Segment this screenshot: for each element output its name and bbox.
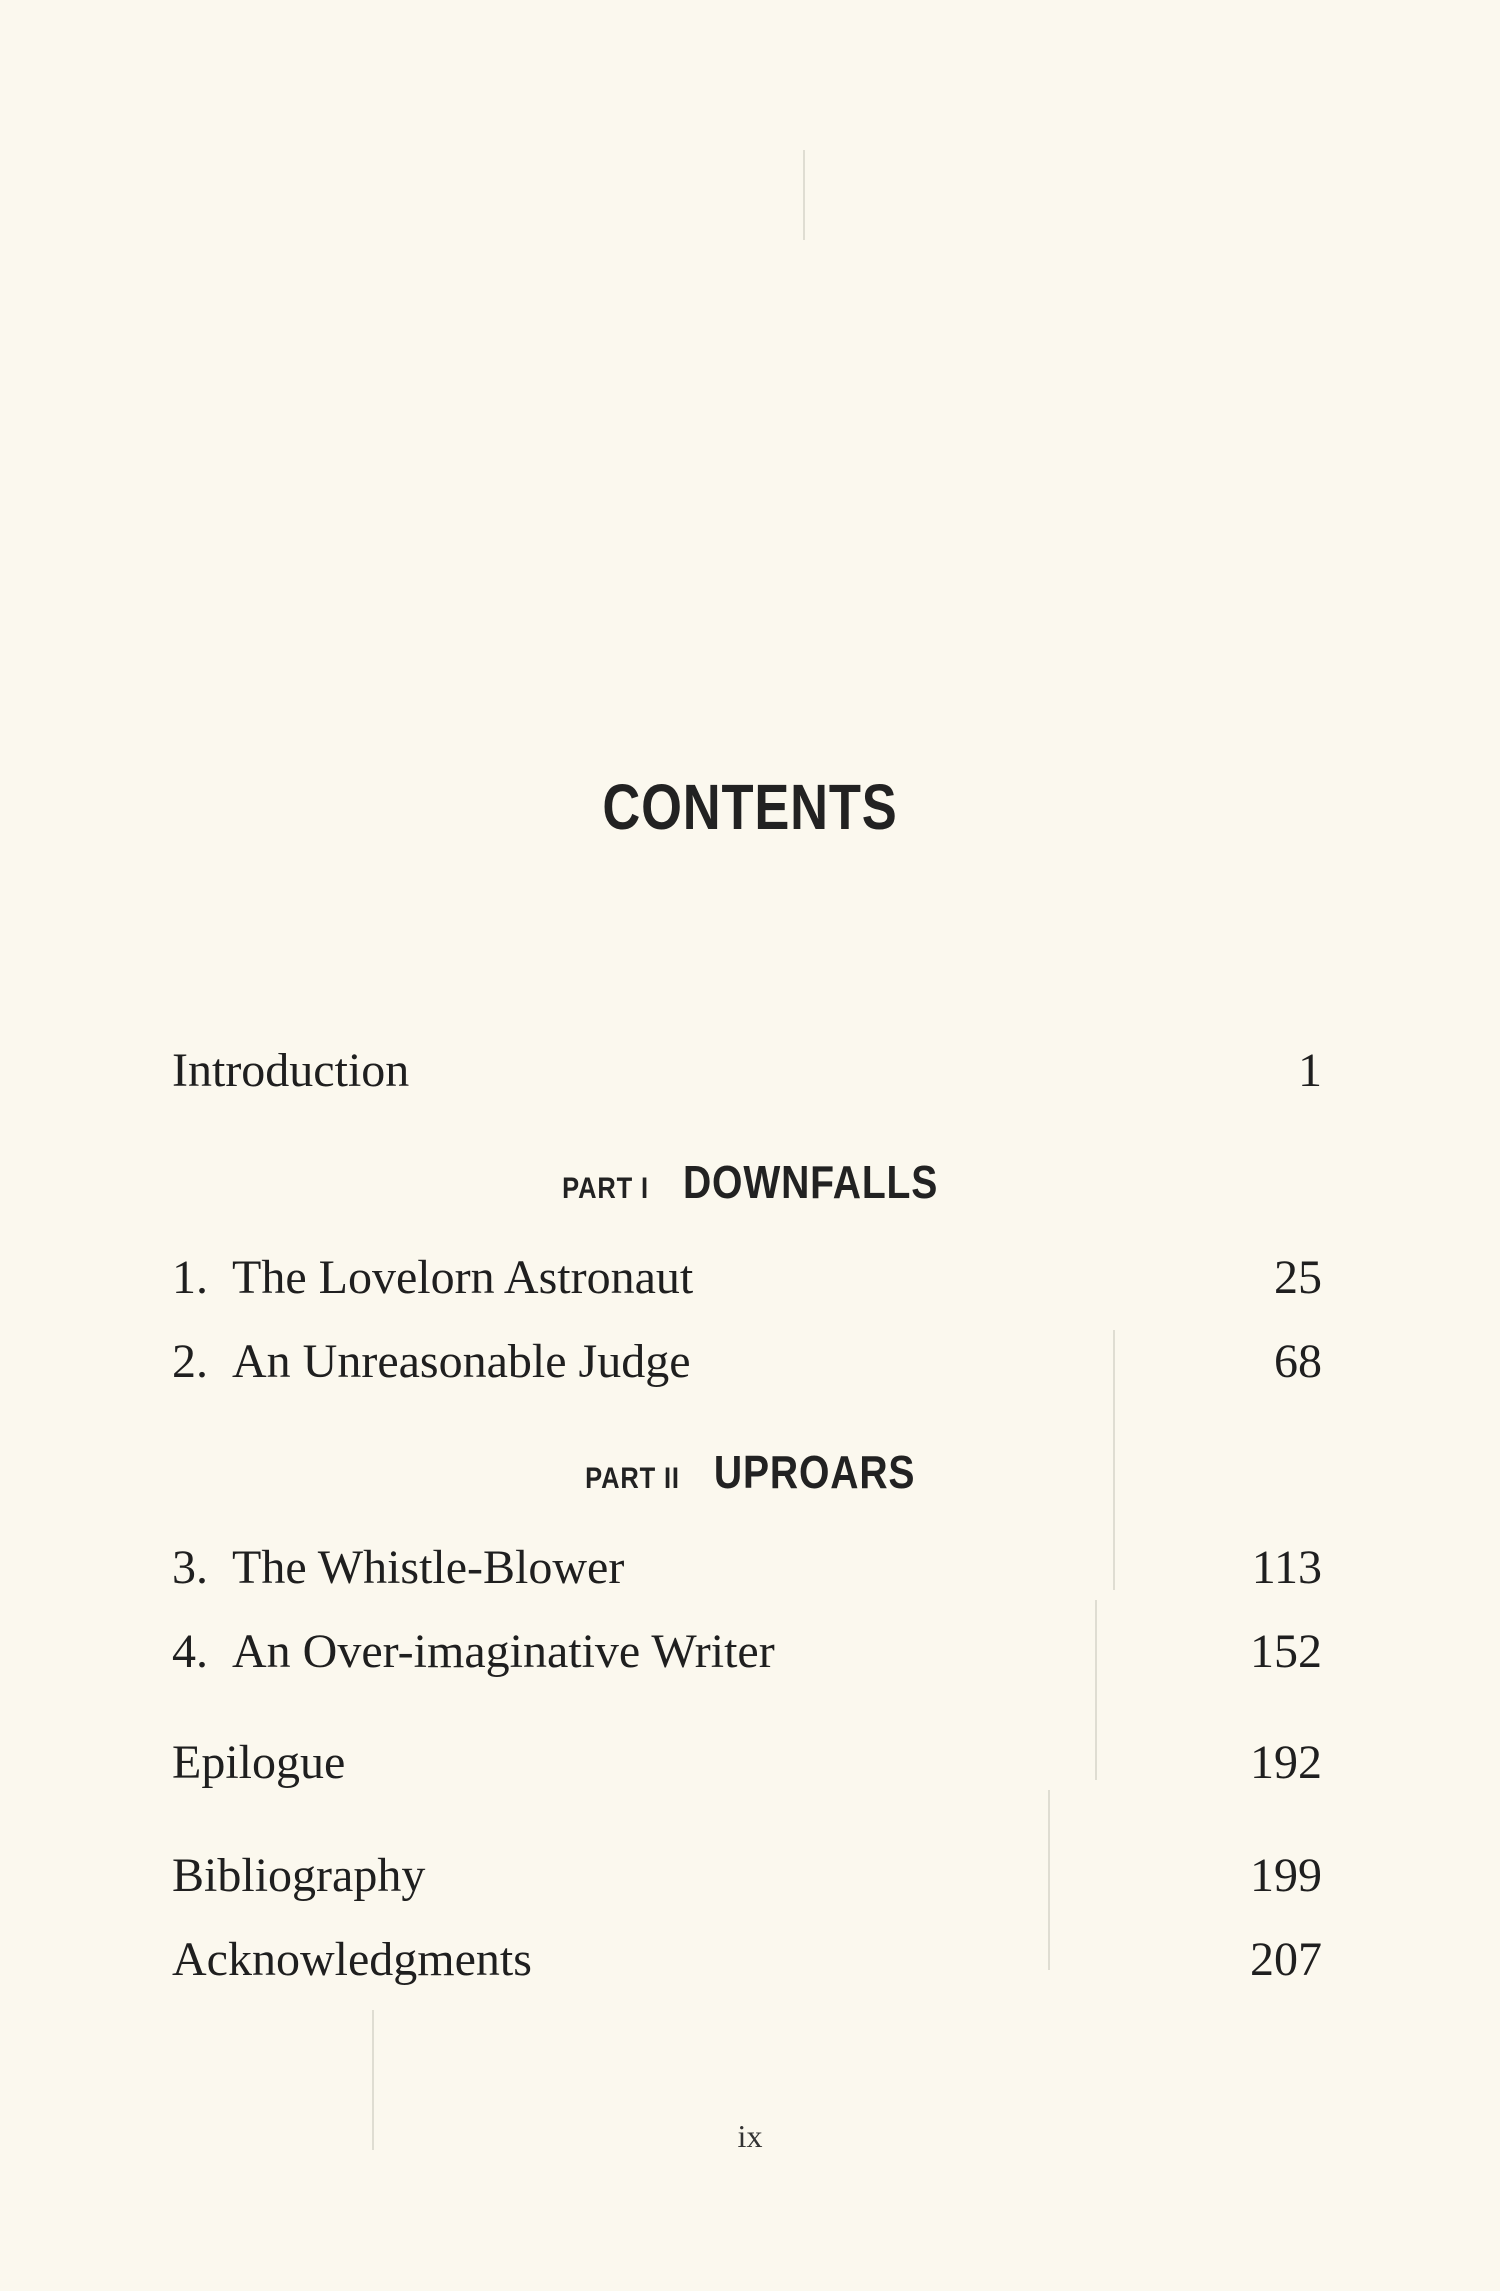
- toc-entry-chapter-2[interactable]: [172, 1334, 1322, 1394]
- chapter-number: 2.: [172, 1335, 208, 1388]
- toc-entry-label: Bibliography: [172, 1849, 426, 1902]
- toc-entry-label: [172, 1250, 693, 1305]
- chapter-number: 3.: [172, 1541, 208, 1594]
- toc-entry-label: [172, 1334, 691, 1389]
- chapter-number: 1.: [172, 1251, 208, 1304]
- page-number-folio: ix: [737, 2118, 763, 2154]
- part-title: DOWNFALLS: [682, 1156, 939, 1208]
- toc-entry-label: Introduction: [172, 1044, 410, 1097]
- toc-entry-bibliography[interactable]: [172, 1848, 1322, 1908]
- scan-mark: [803, 150, 805, 240]
- part-heading-2: [0, 1445, 1500, 1499]
- toc-entry-page-number: 199: [1250, 1849, 1322, 1902]
- part-title: UPROARS: [713, 1446, 916, 1498]
- chapter-number: 4.: [172, 1625, 208, 1678]
- toc-entry-chapter-4[interactable]: [172, 1624, 1322, 1684]
- toc-entry-label: Epilogue: [172, 1736, 346, 1789]
- toc-entry-label: [172, 1624, 775, 1679]
- toc-entry-page-number: 1: [1298, 1044, 1322, 1097]
- chapter-title: The Whistle-Blower: [232, 1541, 625, 1594]
- toc-entry-label: Acknowledgments: [172, 1933, 532, 1986]
- page-title: CONTENTS: [602, 771, 898, 843]
- part-label: PART I: [561, 1172, 649, 1205]
- part-label: PART II: [584, 1462, 680, 1495]
- toc-entry-page-number: 207: [1250, 1933, 1322, 1986]
- toc-entry-page-number: 113: [1251, 1541, 1322, 1594]
- toc-entry-page-number: 152: [1250, 1625, 1322, 1678]
- toc-entry-page-number: 192: [1250, 1736, 1322, 1789]
- toc-entry-epilogue[interactable]: [172, 1735, 1322, 1795]
- chapter-title: The Lovelorn Astronaut: [232, 1251, 694, 1304]
- toc-entry-acknowledgments[interactable]: [172, 1932, 1322, 1992]
- toc-entry-chapter-1[interactable]: [172, 1250, 1322, 1310]
- part-heading-1: [0, 1155, 1500, 1209]
- chapter-title: An Over-imaginative Writer: [232, 1625, 775, 1678]
- chapter-title: An Unreasonable Judge: [232, 1335, 691, 1388]
- toc-entry-chapter-3[interactable]: [172, 1540, 1322, 1600]
- toc-entry-introduction[interactable]: [172, 1043, 1322, 1103]
- toc-entry-page-number: 68: [1274, 1335, 1322, 1388]
- toc-entry-page-number: 25: [1274, 1251, 1322, 1304]
- toc-entry-label: [172, 1540, 624, 1595]
